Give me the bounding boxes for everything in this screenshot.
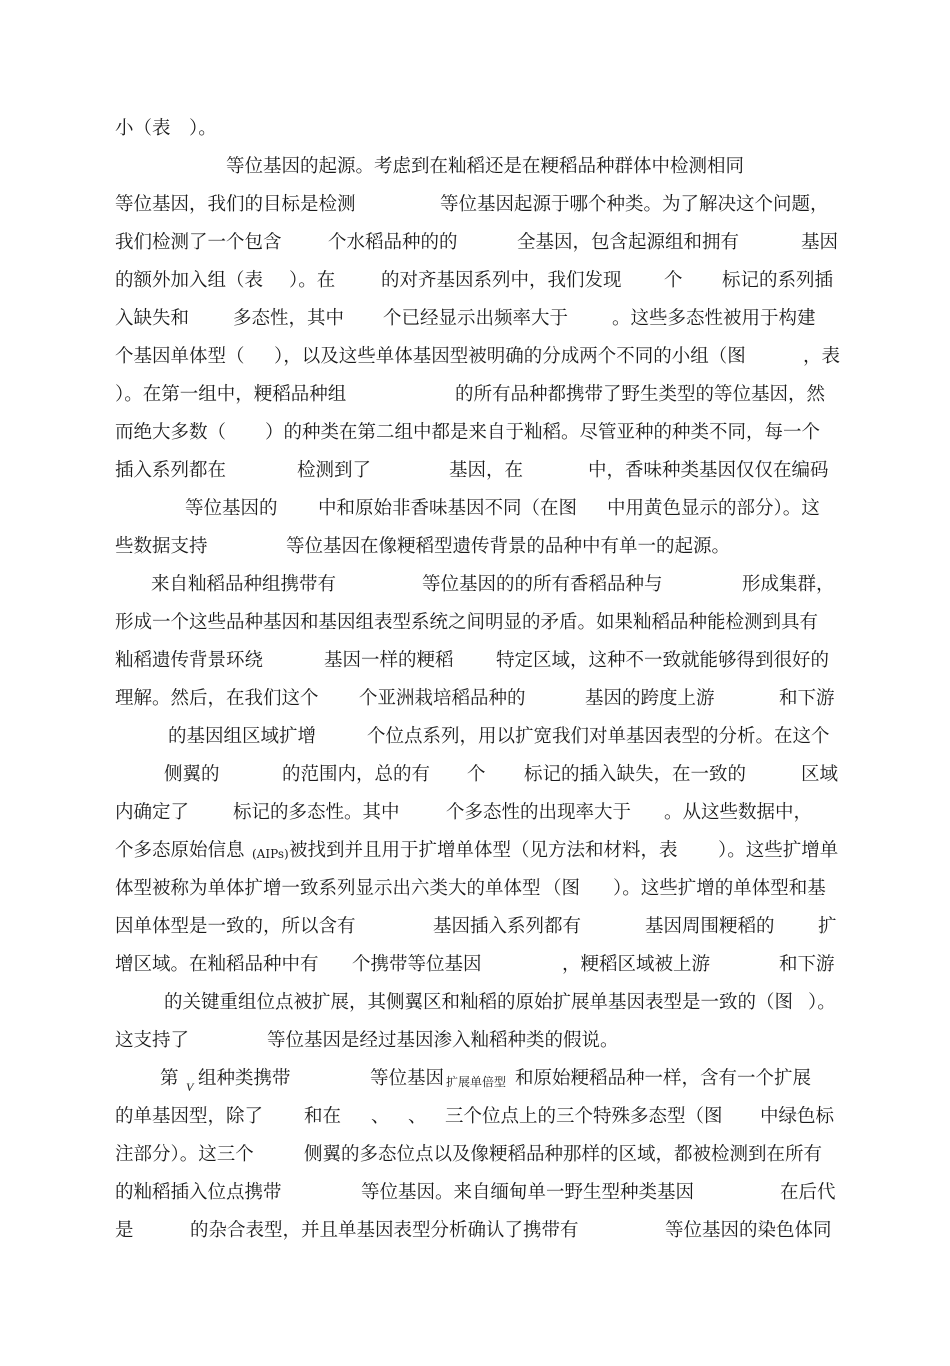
text-segment: 等位基因: [370, 1068, 445, 1089]
text-segment: ）。在第一组中，粳稻品种组: [115, 384, 347, 405]
text-segment: 三个位点上的三个特殊多态型（图: [445, 1106, 723, 1127]
text-line: [115, 152, 835, 182]
text-segment: 等位基因，我们的目标是检测: [115, 194, 356, 215]
text-segment: 、: [371, 1106, 390, 1127]
text-segment: 基因的跨度上游: [585, 688, 715, 709]
text-segment: 基因插入系列都有: [433, 916, 582, 937]
text-segment: 扩: [818, 916, 837, 937]
text-segment: 个位点系列，用以扩宽我们对单基因表型的分析。在这个: [367, 726, 830, 747]
text-line: [115, 760, 839, 790]
text-segment: 注部分）。这三个: [115, 1144, 254, 1165]
text-segment: 个携带等位基因: [352, 954, 482, 975]
text-segment: 个多态性的出现率大于: [446, 802, 632, 823]
text-segment: 等位基因的的所有香稻品种与: [422, 574, 663, 595]
text-segment: 等位基因。来自缅甸单一野生型种类基因: [361, 1182, 695, 1203]
text-segment: 标记的插入缺失，在一致的: [524, 764, 747, 785]
text-segment: 第: [160, 1068, 179, 1089]
text-segment: 个多态原始信息: [115, 840, 245, 861]
text-segment: ）。: [808, 992, 836, 1013]
text-segment: 标记的系列插: [722, 270, 834, 291]
text-segment: 的籼稻插入位点携带: [115, 1182, 282, 1203]
text-segment: 和下游: [779, 688, 835, 709]
text-segment: 中绿色标: [760, 1106, 835, 1127]
text-segment: 特定区域，这种不一致就能够得到很好的: [496, 650, 830, 671]
text-segment: 等位基因的染色体同: [665, 1220, 832, 1241]
text-segment: 基因一样的粳稻: [324, 650, 454, 671]
text-segment: ，粳稻区域被上游: [562, 954, 711, 975]
text-line: [115, 798, 835, 828]
text-segment: 。这些多态性被用于构建: [612, 308, 816, 329]
text-segment: 等位基因在像粳稻型遗传背景的品种中有单一的起源。: [286, 536, 731, 557]
text-segment: 检测到了: [297, 460, 372, 481]
text-segment: ）。这些扩增单: [718, 840, 839, 861]
text-line: [115, 494, 835, 524]
text-segment: 等位基因的起源。考虑到在籼稻还是在粳稻品种群体中检测相同: [226, 156, 745, 177]
text-line: [115, 646, 835, 676]
text-line: [115, 266, 835, 296]
text-segment: 中和原始非香味基因不同（在图: [318, 498, 578, 519]
text-line: [115, 1026, 835, 1056]
text-line: [115, 228, 839, 258]
text-segment: 的杂合表型，并且单基因表型分析确认了携带有: [190, 1220, 579, 1241]
text-segment: 区域: [801, 764, 839, 785]
text-segment: 形成一个这些品种基因和基因组表型系统之间明显的矛盾。如果籼稻品种能检测到具有: [115, 612, 819, 633]
text-line: [115, 684, 835, 714]
text-line: [115, 1216, 835, 1246]
text-segment: (AIPs): [252, 847, 289, 861]
text-segment: 入缺失和: [115, 308, 190, 329]
text-segment: 的基因组区域扩增: [168, 726, 317, 747]
text-line: [115, 836, 839, 866]
text-segment: ）。这些扩增的单体型和基: [613, 878, 826, 899]
text-segment: 的对齐基因系列中，我们发现: [381, 270, 622, 291]
text-line: [115, 342, 841, 372]
text-segment: 个: [467, 764, 486, 785]
text-segment: 理解。然后，在我们这个: [115, 688, 319, 709]
text-segment: 扩展单倍型: [446, 1075, 507, 1089]
text-line: [115, 1140, 835, 1170]
text-line: [115, 304, 835, 334]
text-segment: 个: [664, 270, 683, 291]
text-segment: 的关键重组位点被扩展，其侧翼区和籼稻的原始扩展单基因表型是一致的（图: [164, 992, 794, 1013]
text-segment: 侧翼的: [164, 764, 220, 785]
text-line: [115, 114, 835, 144]
text-segment: 基因，在: [449, 460, 524, 481]
text-segment: 增区域。在籼稻品种中有: [115, 954, 319, 975]
text-segment: 和在: [304, 1106, 342, 1127]
text-line: [115, 1102, 835, 1132]
text-segment: 是: [115, 1220, 134, 1241]
text-segment: 在后代: [780, 1182, 836, 1203]
text-segment: 中用黄色显示的部分）。这: [607, 498, 820, 519]
text-line: [115, 722, 835, 752]
text-line: [115, 912, 835, 942]
text-segment: 来自籼稻品种组携带有: [151, 574, 337, 595]
text-segment: 的单基因型，除了: [115, 1106, 264, 1127]
text-line: [115, 456, 835, 486]
text-line: [115, 988, 835, 1018]
text-segment: 籼稻遗传背景环绕: [115, 650, 264, 671]
text-segment: 标记的多态性。其中: [233, 802, 400, 823]
text-segment: 而绝大多数（: [115, 422, 227, 443]
text-segment: 个水稻品种的的: [328, 232, 458, 253]
text-line: [115, 1064, 835, 1094]
text-segment: V: [186, 1080, 194, 1094]
text-segment: 。从这些数据中，: [664, 802, 813, 823]
text-segment: 、: [408, 1106, 427, 1127]
text-segment: 和原始粳稻品种一样，含有一个扩展: [515, 1068, 812, 1089]
text-segment: 形成集群，: [742, 574, 835, 595]
text-segment: 和下游: [779, 954, 835, 975]
text-segment: 等位基因是经过基因渗入籼稻种类的假说。: [267, 1030, 619, 1051]
text-segment: ）的种类在第二组中都是来自于籼稻。尽管亚种的种类不同，每一个: [265, 422, 821, 443]
text-segment: 中，香味种类基因仅仅在编码: [588, 460, 829, 481]
text-segment: 侧翼的多态位点以及像粳稻品种那样的区域，都被检测到在所有: [304, 1144, 823, 1165]
text-segment: 多态性，其中: [233, 308, 345, 329]
text-segment: 个亚洲栽培稻品种的: [359, 688, 526, 709]
text-segment: ），以及这些单体基因型被明确的分成两个不同的小组（图: [274, 346, 746, 367]
text-line: [115, 418, 835, 448]
text-line: [115, 380, 835, 410]
text-segment: （图: [543, 878, 581, 899]
text-line: [115, 532, 835, 562]
text-line: [115, 608, 835, 638]
text-segment: 小（表 ）。: [115, 118, 217, 139]
text-segment: 全基因，包含起源组和拥有: [517, 232, 740, 253]
text-segment: 基因: [801, 232, 839, 253]
text-line: [115, 190, 835, 220]
text-line: [115, 570, 835, 600]
text-segment: 插入系列都在: [115, 460, 227, 481]
text-segment: 体型被称为单体扩增一致系列显示出六类大的单体型: [115, 878, 541, 899]
text-segment: 基因周围粳稻的: [645, 916, 775, 937]
text-segment: 这支持了: [115, 1030, 190, 1051]
text-line: [115, 950, 835, 980]
text-segment: 内确定了: [115, 802, 190, 823]
text-segment: 些数据支持: [115, 536, 208, 557]
text-segment: ）。在: [289, 270, 336, 291]
text-segment: 的额外加入组（表: [115, 270, 264, 291]
text-segment: 的所有品种都携带了野生类型的等位基因，然: [455, 384, 826, 405]
text-segment: 等位基因的: [185, 498, 278, 519]
text-segment: ，表: [803, 346, 841, 367]
text-segment: 被找到并且用于扩增单体型（见方法和材料，表: [289, 840, 678, 861]
text-line: [115, 874, 835, 904]
text-segment: 等位基因起源于哪个种类。为了解决这个问题，: [440, 194, 829, 215]
text-segment: 个已经显示出频率大于: [383, 308, 569, 329]
text-segment: 因单体型是一致的，所以含有: [115, 916, 356, 937]
text-segment: 我们检测了一个包含: [115, 232, 282, 253]
text-line: [115, 1178, 835, 1208]
text-segment: 个基因单体型（: [115, 346, 245, 367]
text-segment: 组种类携带: [198, 1068, 291, 1089]
text-segment: 的范围内，总的有: [282, 764, 431, 785]
